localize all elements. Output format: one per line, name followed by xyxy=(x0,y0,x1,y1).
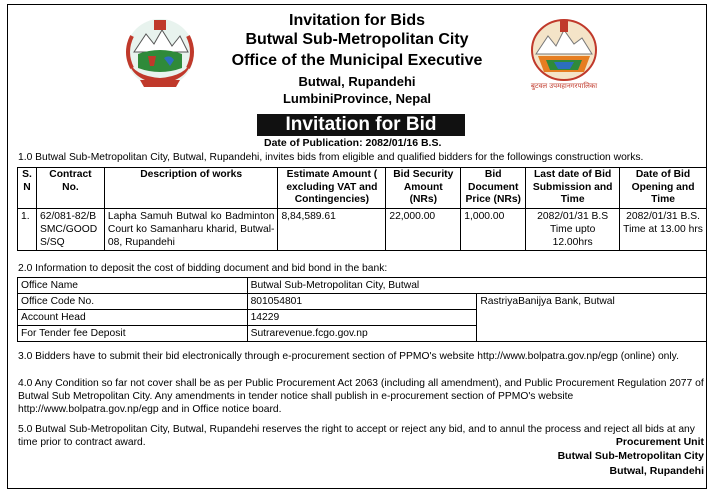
table-row xyxy=(18,294,707,310)
section-3-text: 3.0 Bidders have to submit their bid electronically through e-procurement section of PPMO's website http://www.bolpatra.gov.np/egp (online) only. xyxy=(18,351,679,362)
bank-value-office-code: 801054801 xyxy=(247,294,477,310)
bank-value-tender-fee: Sutrarevenue.fcgo.gov.np xyxy=(247,326,477,342)
section-5-text: 5.0 Butwal Sub-Metropolitan City, Butwal, Rupandehi reserves the right to accept or reject any bid, and to annul the process and reject all bids at any time prior to contract award. xyxy=(18,424,695,448)
bank-value-office-name: Butwal Sub-Metropolitan City, Butwal xyxy=(247,278,706,294)
section-1-text: 1.0 Butwal Sub-Metropolitan City, Butwal, Rupandehi, invites bids from eligible and qualified bidders for the followings construction works. xyxy=(18,152,644,163)
col-header-description: Description of works xyxy=(104,168,278,209)
publication-date: Date of Publication: 2082/01/16 B.S. xyxy=(264,137,442,149)
bank-value-account-head: 14229 xyxy=(247,310,477,326)
col-header-opening: Date of Bid Opening and Time xyxy=(620,168,707,209)
bank-label-office-code: Office Code No. xyxy=(18,294,248,310)
municipality-logo-icon xyxy=(524,16,604,92)
bank-name: RastriyaBanijya Bank, Butwal xyxy=(477,294,707,342)
bank-label-account-head: Account Head xyxy=(18,310,248,326)
bid-table-header-row xyxy=(18,168,707,209)
logo-caption: बुटवल उपमहानगरपालिका xyxy=(530,82,598,90)
section-4-text: 4.0 Any Condition so far not cover shall be as per Public Procurement Act 2063 (including all amendment), and Public Procurement Regulation 2077 of Butwal Sub Metropolitan City. Any amendments in tender notice shall publish in e-procurement section of PPMO's website http://www.bolpatra.gov.np/egp and in Office notice board. xyxy=(18,378,704,415)
signature-city: Butwal Sub-Metropolitan City xyxy=(557,450,704,462)
bid-table xyxy=(17,167,707,251)
bank-label-tender-fee: For Tender fee Deposit xyxy=(18,326,248,342)
cell-opening: 2082/01/31 B.S. Time at 13.00 hrs xyxy=(620,208,707,250)
cell-doc-price: 1,000.00 xyxy=(461,208,526,250)
section-2-text: 2.0 Information to deposit the cost of bidding document and bid bond in the bank: xyxy=(18,263,388,274)
bank-label-office-name: Office Name xyxy=(18,278,248,294)
col-header-bid-security: Bid Security Amount (NRs) xyxy=(386,168,461,209)
header-city: Butwal Sub-Metropolitan City xyxy=(245,31,469,48)
cell-contract-no: 62/081-82/BSMC/GOODS/SQ xyxy=(36,208,104,250)
cell-sn: 1. xyxy=(18,208,37,250)
table-row xyxy=(18,208,707,250)
cell-bid-security: 22,000.00 xyxy=(386,208,461,250)
cell-submission: 2082/01/31 B.S Time upto 12.00hrs xyxy=(526,208,620,250)
signature-unit: Procurement Unit xyxy=(615,436,704,448)
col-header-estimate: Estimate Amount ( excluding VAT and Contingencies) xyxy=(278,168,386,209)
header-district: Butwal, Rupandehi xyxy=(298,74,416,89)
col-header-sn: S. N xyxy=(18,168,37,209)
header-office: Office of the Municipal Executive xyxy=(231,52,483,69)
signature-district: Butwal, Rupandehi xyxy=(609,465,704,477)
header-province: LumbiniProvince, Nepal xyxy=(282,91,432,106)
cell-estimate: 8,84,589.61 xyxy=(278,208,386,250)
banner-title: Invitation for Bid xyxy=(257,114,465,136)
col-header-contract: Contract No. xyxy=(36,168,104,209)
cell-description: Lapha Samuh Butwal ko Badminton Court ko Samanharu kharid, Butwal-08, Rupandehi xyxy=(104,208,278,250)
col-header-submission: Last date of Bid Submission and Time xyxy=(526,168,620,209)
table-row xyxy=(18,278,707,294)
col-header-doc-price: Bid Document Price (NRs) xyxy=(461,168,526,209)
bank-table xyxy=(17,277,707,342)
header-title: Invitation for Bids xyxy=(289,12,425,29)
